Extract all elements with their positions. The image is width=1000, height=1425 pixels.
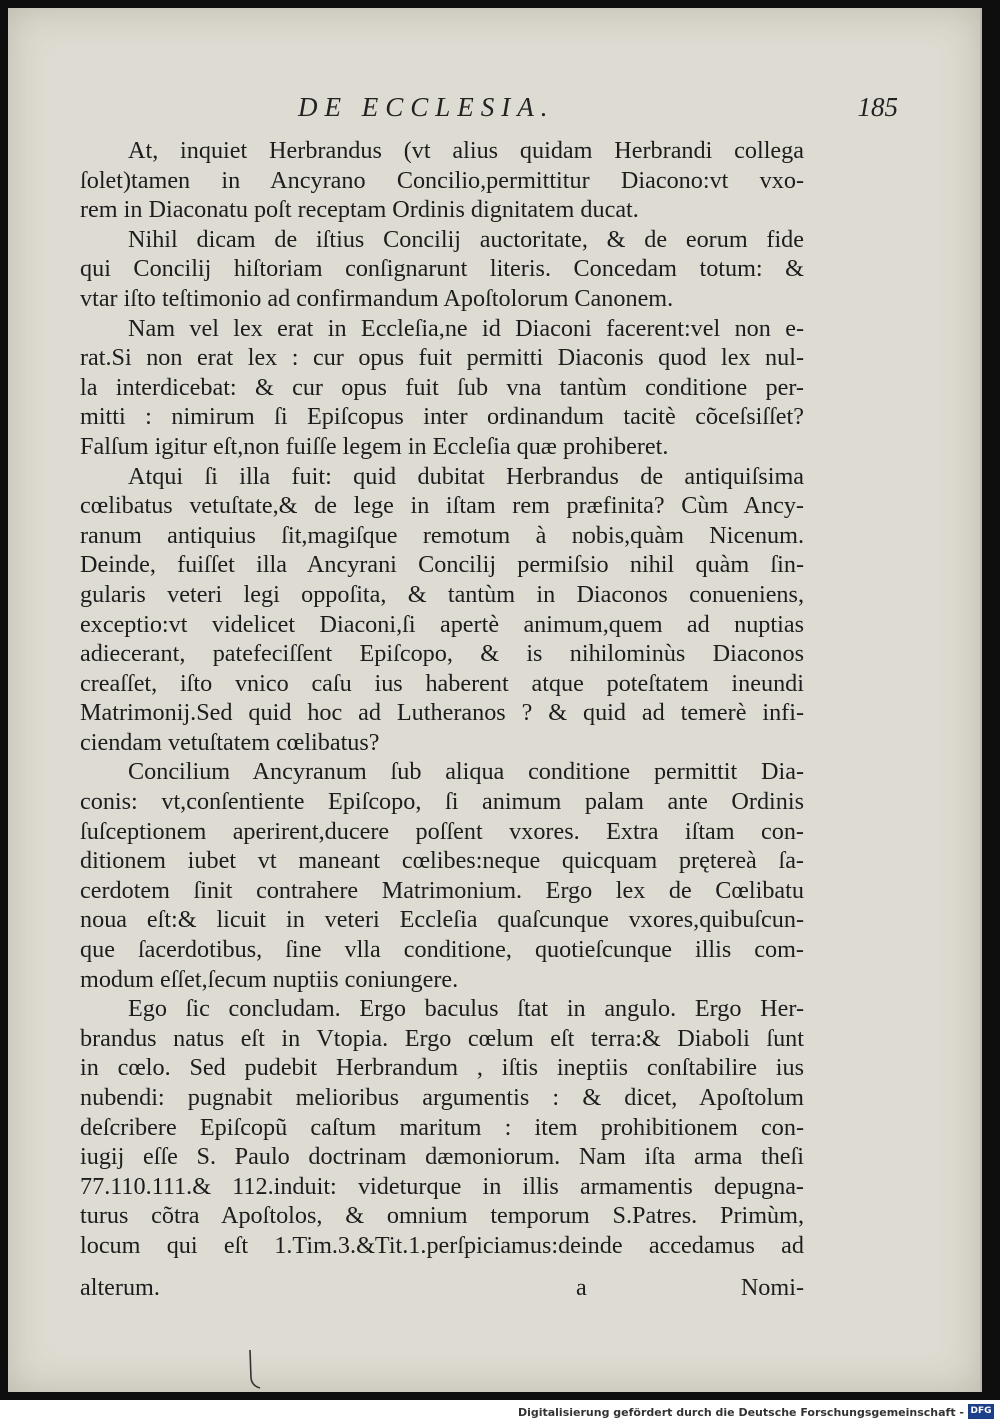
text-line: ſuſceptionem aperirent,ducere poſſent vxores. Extra iſtam con-	[80, 817, 804, 845]
text-line: exceptio:vt videlicet Diaconi,ſi apertè animum,quem ad nuptias	[80, 610, 804, 638]
text-line: cerdotem ſinit contrahere Matrimonium. Ergo lex de Cœlibatu	[80, 876, 804, 904]
footer-credit: Digitalisierung gefördert durch die Deutsche Forschungsgemeinschaft -	[517, 1406, 964, 1419]
text-line: ditionem iubet vt maneant cœlibes:neque quicquam prętereà ſa-	[80, 847, 804, 875]
text-line: iugij eſſe S. Paulo doctrinam dæmoniorum. Nam iſta arma theſi	[80, 1143, 804, 1171]
text-line: deſcribere Epiſcopũ caſtum maritum : item prohibitionem con-	[80, 1113, 804, 1141]
signature-mark: a	[576, 1274, 587, 1301]
text-line: in cœlo. Sed pudebit Herbrandum , iſtis ineptiis conſtabilire ius	[80, 1054, 804, 1082]
running-head-title: DE ECCLESIA.	[298, 92, 555, 122]
text-line: mitti : nimirum ſi Epiſcopus inter ordinandum tacitè cõceſsiſſet?	[80, 403, 804, 431]
text-line: Deinde, fuiſſet illa Ancyrani Concilij permiſsio nihil quàm ſin-	[80, 551, 804, 579]
text-line: 77.110.111.& 112.induit: videturque in illis armamentis depugna-	[80, 1172, 804, 1200]
paragraph	[80, 314, 804, 462]
text-line: Atqui ſi illa fuit: quid dubitat Herbrandus de antiquiſsima	[128, 462, 804, 490]
text-line: ciendam vetuſtatem cœlibatus?	[80, 728, 380, 756]
text-line: Matrimonij.Sed quid hoc ad Lutheranos ? & quid ad temerè infi-	[80, 699, 804, 727]
text-line: adiecerant, patefeciſſent Epiſcopo, & is nihilominùs Diaconos	[80, 640, 804, 668]
text-line: Ego ſic concludam. Ergo baculus ſtat in angulo. Ergo Her-	[128, 995, 804, 1023]
paragraph	[80, 136, 804, 225]
dfg-logo-icon: DFG	[968, 1404, 994, 1419]
paragraph	[80, 994, 804, 1260]
page-number: 185	[857, 92, 898, 122]
text-line: Nam vel lex erat in Eccleſia,ne id Diaconi facerent:vel non e-	[128, 314, 804, 342]
text-line: modum eſſet,ſecum nuptiis coniungere.	[80, 965, 459, 993]
running-head	[298, 92, 898, 128]
text-line: que ſacerdotibus, ſine vlla conditione, quotieſcunque illis com-	[80, 936, 804, 964]
book-page	[8, 8, 982, 1392]
text-line: At, inquiet Herbrandus (vt alius quidam Herbrandi collega	[128, 137, 804, 164]
text-line: Nihil dicam de iſtius Concilij auctoritate, & de eorum fide	[128, 225, 804, 253]
text-line: noua eſt:& licuit in veteri Eccleſia quaſcunque vxores,quibuſcun-	[80, 906, 804, 934]
text-line: la interdicebat: & cur opus fuit ſub vna tantùm conditione per-	[80, 373, 804, 401]
text-line: rat.Si non erat lex : cur opus fuit permitti Diaconis quod lex nul-	[80, 344, 804, 372]
text-line: nubendi: pugnabit melioribus argumentis : & dicet, Apoſtolum	[80, 1084, 804, 1111]
text-line: conis: vt,conſentiente Epiſcopo, ſi animum palam ante Ordinis	[80, 788, 804, 816]
paragraph	[80, 757, 804, 994]
text-line: ſolet)tamen in Ancyrano Concilio,permittitur Diacono:vt vxo-	[80, 166, 804, 194]
text-line: cœlibatus vetuſtate,& de lege in iſtam rem præfinita? Cùm Ancy-	[80, 492, 804, 520]
catchword: Nomi-	[740, 1274, 804, 1301]
text-line: qui Concilij hiſtoriam conſignarunt literis. Concedam totum: &	[80, 255, 804, 283]
catchline	[80, 1274, 804, 1304]
text-line: brandus natus eſt in Vtopia. Ergo cœlum eſt terra:& Diaboli ſunt	[80, 1024, 804, 1052]
text-line: rem in Diaconatu poſt receptam Ordinis dignitatem ducat.	[80, 196, 639, 224]
text-line: turus cõtra Apoſtolos, & omnium temporum S.Patres. Primùm,	[80, 1202, 804, 1230]
pencil-mark	[244, 1348, 264, 1392]
paragraph	[80, 462, 804, 758]
text-line: Falſum igitur eſt,non fuiſſe legem in Eccleſia quæ prohiberet.	[80, 432, 669, 460]
body-text	[80, 136, 804, 1261]
text-line: vtar iſto teſtimonio ad confirmandum Apoſtolorum Canonem.	[80, 284, 674, 312]
text-line: locum qui eſt 1.Tim.3.&Tit.1.perſpiciamus:deinde accedamus ad	[80, 1231, 804, 1259]
footer-bar	[0, 1400, 1000, 1425]
text-line: Concilium Ancyranum ſub aliqua conditione permittit Dia-	[128, 758, 804, 786]
catchline-last-word: alterum.	[80, 1274, 160, 1301]
text-line: gularis veteri legi oppoſita, & tantùm in Diaconos conueniens,	[80, 580, 804, 608]
paragraph	[80, 225, 804, 314]
text-line: ranum antiquius ſit,magiſque remotum à nobis,quàm Nicenum.	[80, 521, 804, 549]
text-line: creaſſet, iſto vnico caſu ius haberent atque poteſtatem ineundi	[80, 669, 804, 697]
